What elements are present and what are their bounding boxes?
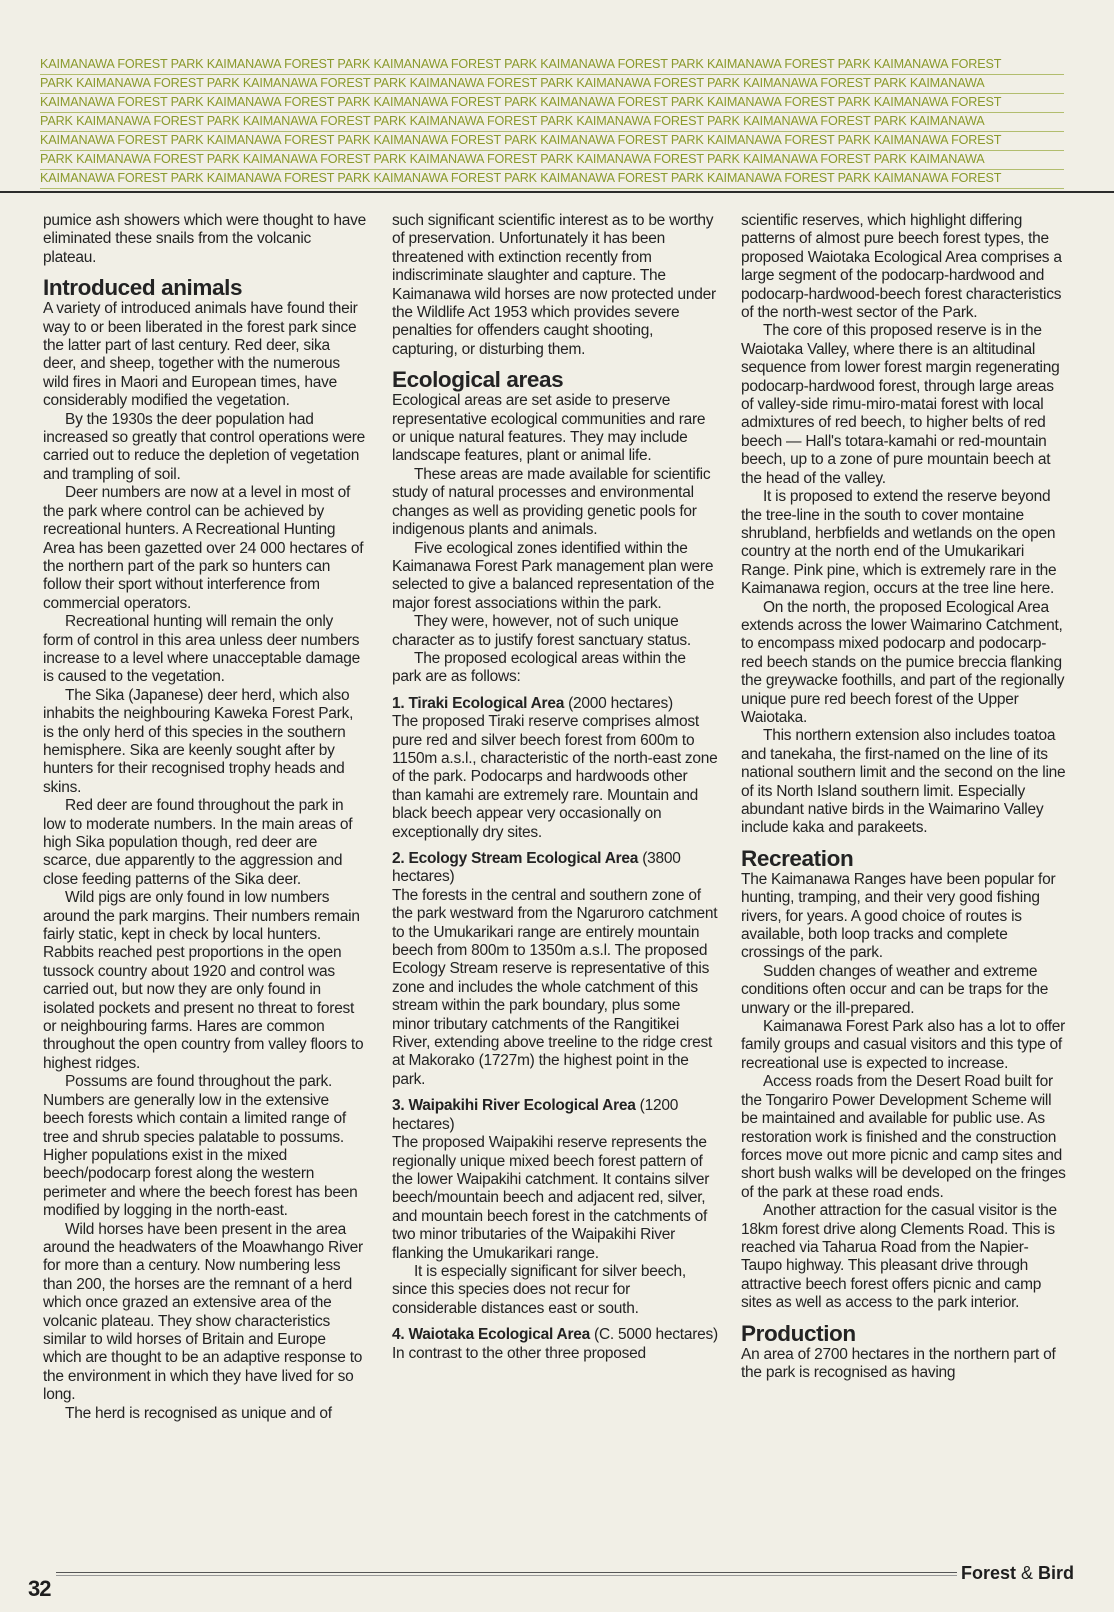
subheading-area: (1200 hectares) — [392, 1097, 679, 1133]
footer-divider — [56, 1575, 1074, 1576]
paragraph: They were, however, not of such unique character as to justify forest sanctuary status. — [392, 613, 691, 649]
footer-divider — [56, 1572, 1074, 1573]
paragraph: The forests in the central and southern zone of the park westward from the Ngaruroro catchment to the Umukarikari range are entirely mountain beech from 800m to 1350m a.s.l. The proposed Ecology Stream reserve is representative of this zone and includes the whole catchment of this stream within the park boundary, plus some minor tributary catchments of the Rangitikei River, extending above treeline to the ridge crest at Makorako (1727m) the highest point in the park. — [392, 886, 718, 1088]
paragraph: The core of this proposed reserve is in the Waiotaka Valley, where there is an altitudinal sequence from lower forest margin regenerating podocarp-hardwood forest, through large areas of valley-side rimu-miro-matai forest with local admixtures of red beech, to higher belts of red beech — Hall's totara-kamahi or red-mountain beech, up to a zone of pure mountain beech at the head of the valley. — [741, 322, 1060, 487]
paragraph: pumice ash showers which were thought to have eliminated these snails from the volcanic plateau. — [43, 212, 367, 266]
brand-forest: Forest — [960, 1563, 1016, 1583]
brand-bird: Bird — [1038, 1563, 1074, 1583]
subheading-title: 2. Ecology Stream Ecological Area — [392, 850, 639, 867]
banner-line: KAIMANAWA FOREST PARK KAIMANAWA FOREST PARK KAIMANAWA FOREST PARK KAIMANAWA FOREST PARK KAIMANAWA FOREST PARK KAIMANAWA FOREST — [40, 170, 1064, 189]
subheading-ecology-stream — [392, 850, 718, 887]
paragraph: Ecological areas are set aside to preserve representative ecological communities and rare or unique natural features. They may include landscape features, plant or animal life. — [392, 392, 706, 465]
header-divider — [0, 191, 1114, 193]
banner-line: PARK KAIMANAWA FOREST PARK KAIMANAWA FOREST PARK KAIMANAWA FOREST PARK KAIMANAWA FOREST PARK KAIMANAWA FOREST PARK KAIMANAWA — [40, 151, 1064, 170]
paragraph: The proposed ecological areas within the park are as follows: — [392, 649, 686, 686]
banner-line: KAIMANAWA FOREST PARK KAIMANAWA FOREST PARK KAIMANAWA FOREST PARK KAIMANAWA FOREST PARK KAIMANAWA FOREST PARK KAIMANAWA FOREST — [40, 56, 1064, 75]
paragraph: It is especially significant for silver beech, since this species does not recur for considerable distances east or south. — [392, 1262, 686, 1317]
paragraph: Kaimanawa Forest Park also has a lot to offer family groups and casual visitors and this type of recreational use is expected to increase. — [741, 1018, 1066, 1072]
subheading-area: (C. 5000 hectares) — [589, 1326, 718, 1344]
heading-recreation: Recreation — [741, 845, 854, 871]
banner-line: PARK KAIMANAWA FOREST PARK KAIMANAWA FOREST PARK KAIMANAWA FOREST PARK KAIMANAWA FOREST PARK KAIMANAWA FOREST PARK KAIMANAWA — [40, 113, 1064, 132]
paragraph: The herd is recognised as unique and of — [65, 1404, 332, 1422]
paragraph: The Sika (Japanese) deer herd, which also inhabits the neighbouring Kaweka Forest Park, is the only herd of this species in the southern hemisphere. Sika are keenly sought after by hunters for their recognised trophy heads and skins. — [43, 686, 354, 796]
paragraph: Another attraction for the casual visitor is the 18km forest drive along Clements Road. This is reached via Taharua Road from the Napier-Taupo highway. This pleasant drive through attractive beech forest offers picnic and camp sites as well as access to the park interior. — [741, 1202, 1057, 1312]
subheading-waiotaka — [392, 1326, 718, 1344]
subheading-area: (2000 hectares) — [564, 694, 673, 712]
paragraph: such significant scientific interest as to be worthy of preservation. Unfortunately it has been threatened with extinction recently from indiscriminate slaughter and capture. The Kaimanawa wild horses are now protected under the Wildlife Act 1953 which provides severe penalties for offenders caught shooting, capturing, or disturbing them. — [392, 212, 716, 358]
header-banner — [40, 56, 1064, 184]
paragraph: Recreational hunting will remain the only form of control in this area unless deer numbers increase to a level where unacceptable damage is caused to the vegetation. — [43, 613, 361, 686]
paragraph: Access roads from the Desert Road built for the Tongariro Power Development Scheme will be maintained and available for public use. As restoration work is finished and the construction forces move out more picnic and camp sites and short bush walks will be developed on the fringes of the park at these road ends. — [741, 1073, 1066, 1201]
paragraph: The proposed Tiraki reserve comprises almost pure red and silver beech forest from 600m to 1150m a.s.l., characteristic of the north-east zone of the park. Podocarps and hardwoods other than kamahi are extremely rare. Mountain and black beech appear very occasionally on exceptionally dry sites. — [392, 713, 718, 841]
subheading-waipakihi — [392, 1097, 718, 1134]
subheading-title: 1. Tiraki Ecological Area — [392, 694, 565, 712]
subheading-tiraki — [392, 695, 718, 713]
paragraph: An area of 2700 hectares in the northern part of the park is recognised as having — [741, 1345, 1056, 1381]
publication-name — [957, 1563, 1074, 1584]
paragraph: Wild horses have been present in the area around the headwaters of the Moawhango River for more than a century. Now numbering less than 200, the horses are the remnant of a herd which once grazed an extensive area of the volcanic plateau. They show characteristics similar to wild horses of Britain and Europe which are thought to be an adaptive response to the environment in which they have lived for so long. — [43, 1220, 363, 1404]
paragraph: Sudden changes of weather and extreme conditions often occur and can be traps for the unwary or the ill-prepared. — [741, 962, 1049, 1017]
column-1 — [43, 212, 367, 1547]
heading-production: Production — [741, 1320, 856, 1346]
banner-line: KAIMANAWA FOREST PARK KAIMANAWA FOREST PARK KAIMANAWA FOREST PARK KAIMANAWA FOREST PARK KAIMANAWA FOREST PARK KAIMANAWA FOREST — [40, 94, 1064, 113]
paragraph: Red deer are found throughout the park in low to moderate numbers. In the main areas of high Sika population though, red deer are scarce, due apparently to the aggression and close feeding patterns of the Sika deer. — [43, 797, 353, 888]
paragraph: Possums are found throughout the park. Numbers are generally low in the extensive beech forests which contain a limited range of tree and shrub species palatable to possums. Higher populations exist in the mixed beech/podocarp forest along the western perimeter and where the beech forest has been modified by logging in the north-east. — [43, 1073, 358, 1220]
paragraph: It is proposed to extend the reserve beyond the tree-line in the south to cover montaine shrubland, herbfields and wetlands on the open country at the north end of the Umukarikari Range. Pink pine, which is extremely rare in the Kaimanawa region, occurs at the tree line here. — [741, 488, 1057, 598]
paragraph: In contrast to the other three proposed — [392, 1344, 646, 1362]
paragraph: This northern extension also includes toatoa and tanekaha, the first-named on the line of its national southern limit and the second on the line of its North Island southern limit. Especially abundant native birds in the Waimarino Valley include kaka and parakeets. — [741, 727, 1066, 837]
page-number: 32 — [28, 1576, 51, 1601]
banner-line: PARK KAIMANAWA FOREST PARK KAIMANAWA FOREST PARK KAIMANAWA FOREST PARK KAIMANAWA FOREST PARK KAIMANAWA FOREST PARK KAIMANAWA — [40, 75, 1064, 94]
paragraph: These areas are made available for scientific study of natural processes and environmental changes as well as providing genetic pools for indigenous plants and animals. — [392, 465, 711, 539]
subheading-title: 3. Waipakihi River Ecological Area — [392, 1097, 636, 1115]
paragraph: By the 1930s the deer population had increased so greatly that control operations were carried out to reduce the depletion of vegetation and trampling of soil. — [43, 410, 366, 483]
paragraph: On the north, the proposed Ecological Area extends across the lower Waimarino Catchment, to encompass mixed podocarp and podocarp-red beech stands on the pumice breccia flanking the greywacke foothills, and part of the regionally unique pure red beech forest of the Upper Waiotaka. — [741, 598, 1065, 726]
paragraph: Five ecological zones identified within the Kaimanawa Forest Park management plan were selected to give a balanced representation of the major forest associations within the park. — [392, 539, 715, 612]
subheading-area: (3800 hectares) — [392, 850, 681, 886]
paragraph: Deer numbers are now at a level in most of the park where control can be achieved by recreational hunters. A Recreational Hunting Area has been gazetted over 24 000 hectares of the northern part of the park so hunters can follow their sport without interference from commercial operators. — [43, 484, 364, 612]
banner-line: KAIMANAWA FOREST PARK KAIMANAWA FOREST PARK KAIMANAWA FOREST PARK KAIMANAWA FOREST PARK KAIMANAWA FOREST PARK KAIMANAWA FOREST — [40, 132, 1064, 151]
column-3 — [741, 212, 1067, 1547]
column-2 — [392, 212, 718, 1547]
paragraph: scientific reserves, which highlight differing patterns of almost pure beech forest types, the proposed Waiotaka Ecological Area comprises a large segment of the podocarp-hardwood and podocarp-hardwood-beech forest characteristics of the north-west sector of the Park. — [741, 212, 1062, 322]
brand-ampersand: & — [1015, 1563, 1038, 1583]
subheading-title: 4. Waiotaka Ecological Area — [392, 1326, 590, 1344]
heading-ecological-areas: Ecological areas — [392, 367, 564, 393]
heading-introduced-animals: Introduced animals — [43, 275, 243, 301]
paragraph: The proposed Waipakihi reserve represents the regionally unique mixed beech forest pattern of the lower Waipakihi catchment. It contains silver beech/mountain beech and adjacent red, silver, and mountain beech forest in the catchments of two minor tributaries of the Waipakihi River flanking the Umukarikari range. — [392, 1134, 710, 1262]
paragraph: A variety of introduced animals have found their way to or been liberated in the forest park since the latter part of last century. Red deer, sika deer, and sheep, together with the numerous wild fires in Maori and European times, have considerably modified the vegetation. — [43, 300, 358, 410]
paragraph: The Kaimanawa Ranges have been popular for hunting, tramping, and their very good fishing rivers, for years. A good choice of routes is available, both loop tracks and complete crossings of the park. — [741, 870, 1056, 962]
paragraph: Wild pigs are only found in low numbers around the park margins. Their numbers remain fairly static, kept in check by local hunters. Rabbits reached pest proportions in the open tussock country about 1920 and control was carried out, but now they are only found in isolated pockets and present no threat to forest or neighbouring farms. Hares are common throughout the open country from valley floors to highest ridges. — [43, 889, 364, 1072]
